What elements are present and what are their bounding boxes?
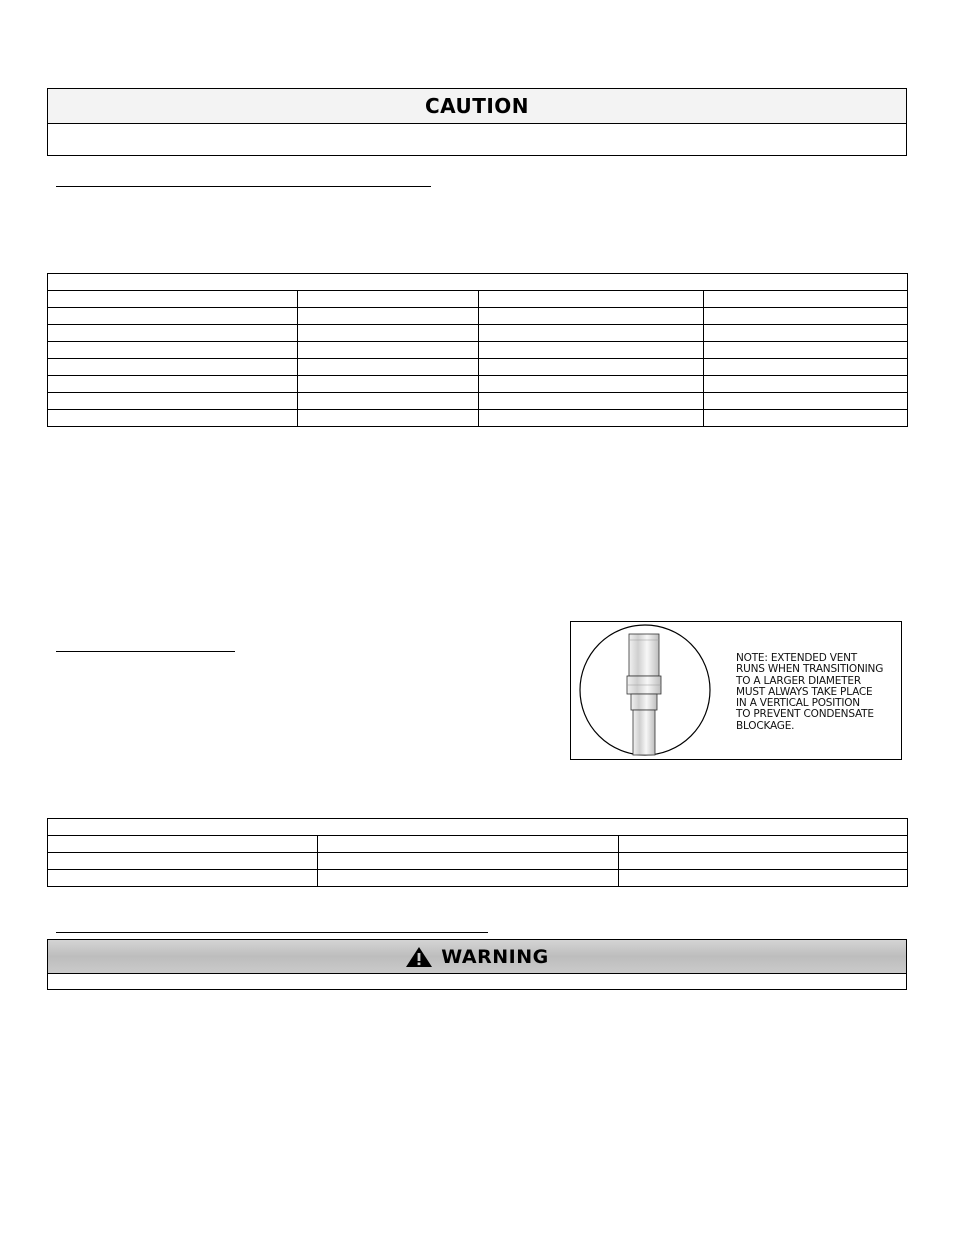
note-line: MUST ALWAYS TAKE PLACE bbox=[736, 685, 873, 698]
warning-box bbox=[47, 939, 907, 990]
table-row bbox=[48, 376, 908, 393]
warning-triangle-icon bbox=[405, 946, 433, 968]
table-row bbox=[48, 291, 908, 308]
warning-header bbox=[48, 940, 906, 974]
note-line: TO PREVENT CONDENSATE bbox=[736, 708, 874, 721]
section-heading-rule-2 bbox=[56, 651, 235, 652]
note-line: IN A VERTICAL POSITION bbox=[736, 697, 860, 710]
table-row bbox=[48, 308, 908, 325]
table-row bbox=[48, 853, 908, 870]
table-row bbox=[48, 870, 908, 887]
vent-transition-figure bbox=[570, 621, 902, 760]
table-row bbox=[48, 836, 908, 853]
note-line: RUNS WHEN TRANSITIONING bbox=[736, 663, 884, 676]
table-row bbox=[48, 410, 908, 427]
table-title-row bbox=[48, 274, 908, 291]
note-line: BLOCKAGE. bbox=[736, 719, 795, 732]
caution-heading: CAUTION bbox=[48, 89, 906, 124]
vent-table-2 bbox=[47, 818, 908, 887]
vent-table-1 bbox=[47, 273, 908, 427]
warning-heading: WARNING bbox=[441, 945, 549, 968]
note-line: TO A LARGER DIAMETER bbox=[736, 674, 861, 687]
section-heading-rule-1 bbox=[56, 186, 431, 187]
table-row bbox=[48, 393, 908, 410]
section-heading-rule-3 bbox=[56, 932, 488, 933]
table-row bbox=[48, 342, 908, 359]
caution-box bbox=[47, 88, 907, 156]
figure-note bbox=[736, 653, 901, 732]
table-row bbox=[48, 325, 908, 342]
note-line: NOTE: EXTENDED VENT bbox=[736, 652, 858, 664]
table-row bbox=[48, 359, 908, 376]
table-title-row bbox=[48, 819, 908, 836]
